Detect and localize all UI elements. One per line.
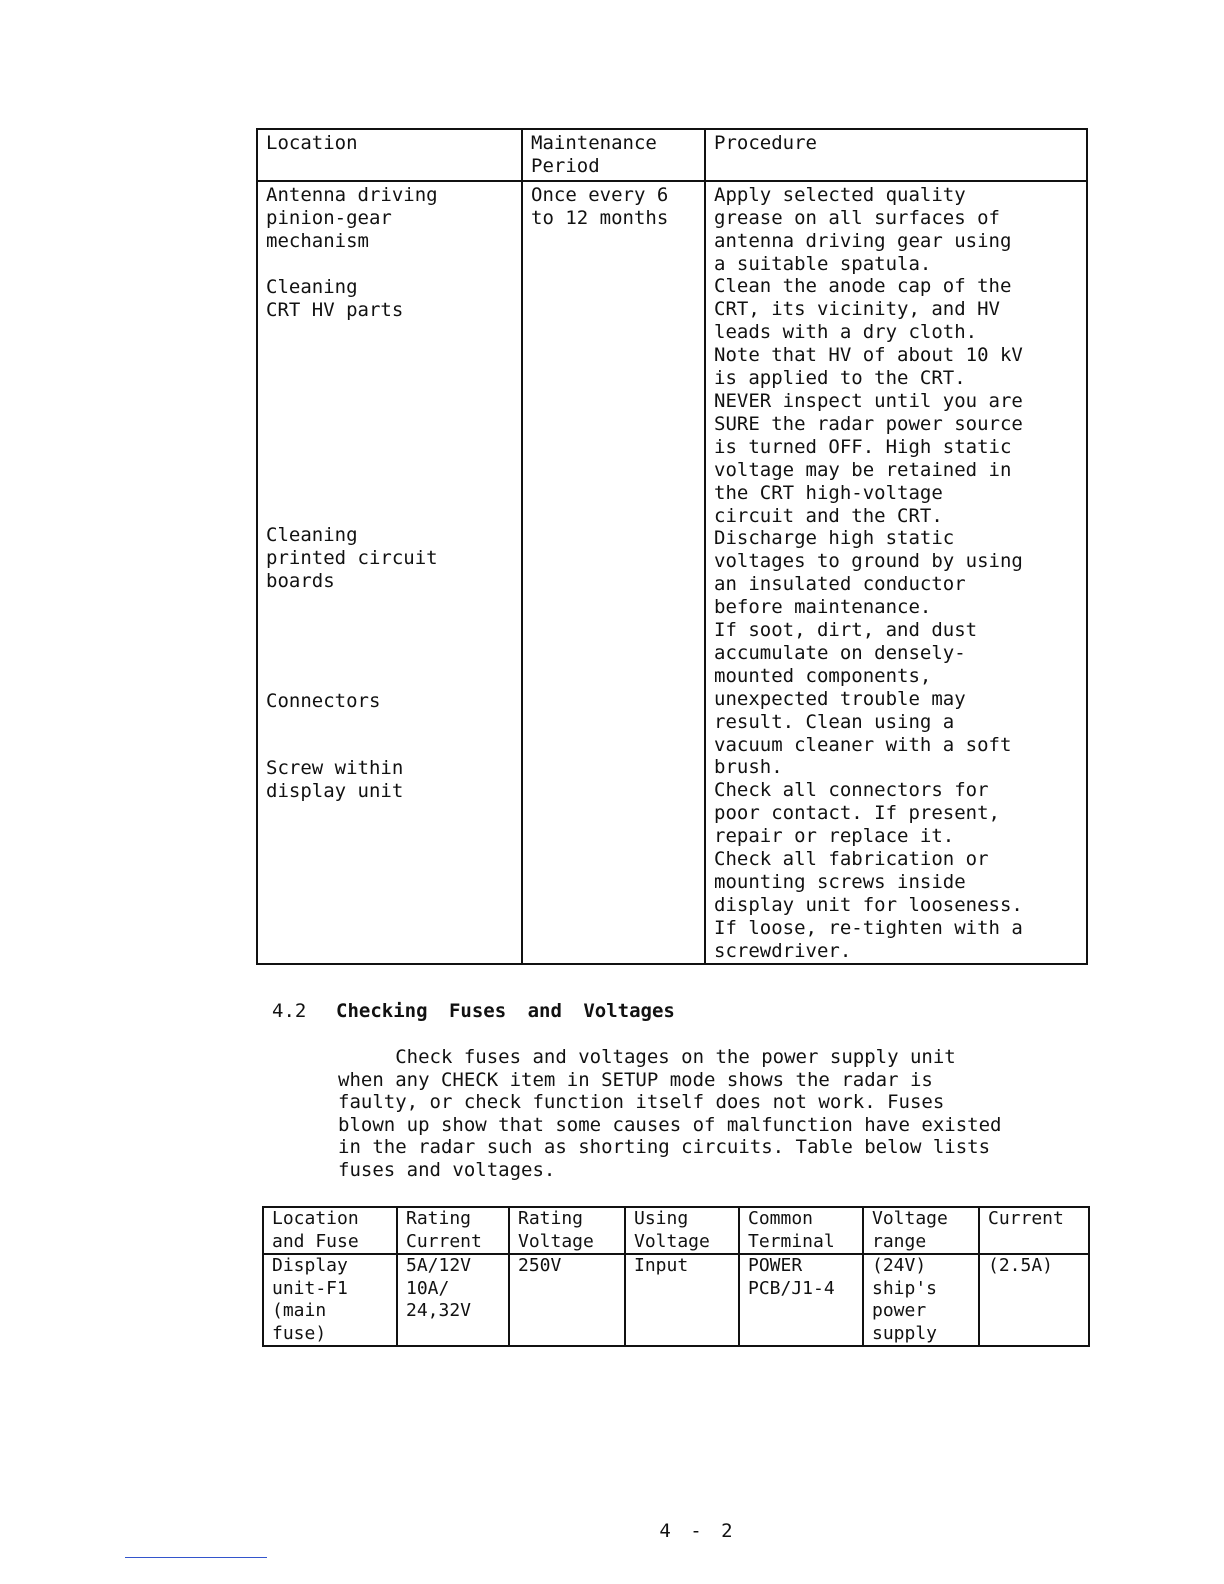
location-screw-display: Screw within display unit xyxy=(266,756,404,802)
procedure-line: NEVER inspect until you are xyxy=(714,389,1023,412)
paragraph-line: when any CHECK item in SETUP mode shows the radar is xyxy=(338,1068,933,1091)
procedure-line: antenna driving gear using xyxy=(714,229,1012,252)
procedure-line: repair or replace it. xyxy=(714,825,955,848)
procedure-line: mounting screws inside xyxy=(714,871,966,893)
procedure-line: is applied to the CRT. xyxy=(714,367,966,390)
fuse-header-row xyxy=(263,1207,1089,1254)
cell-using-voltage: Input xyxy=(625,1254,739,1346)
procedure-column xyxy=(705,181,1087,964)
procedure-line: voltage may be retained in xyxy=(714,458,1012,481)
paragraph-line: fuses and voltages. xyxy=(338,1158,556,1181)
procedure-line: the CRT high-voltage xyxy=(714,481,943,504)
section-number: 4.2 xyxy=(272,1000,307,1022)
paragraph-line: Check fuses and voltages on the power supply unit xyxy=(338,1046,956,1068)
maintenance-period: Once every 6 to 12 months xyxy=(522,181,705,964)
procedure-line: accumulate on densely- xyxy=(714,641,966,664)
procedure-line: display unit for looseness. xyxy=(714,893,1023,916)
header-location-and-fuse: Location and Fuse xyxy=(263,1207,397,1254)
header-current: Current xyxy=(979,1207,1089,1254)
paragraph-line: blown up show that some causes of malfunction have existed xyxy=(338,1113,1002,1136)
section-title: Checking Fuses and Voltages xyxy=(336,1000,675,1022)
procedure-line: Clean the anode cap of the xyxy=(714,275,1012,298)
maintenance-header-row xyxy=(257,129,1087,181)
procedure-line: Check all connectors for xyxy=(714,779,989,802)
header-location: Location xyxy=(257,129,522,181)
procedure-line: Check all fabrication or xyxy=(714,848,989,871)
location-connectors: Connectors xyxy=(266,689,381,712)
cell-current: (2.5A) xyxy=(979,1254,1089,1346)
procedure-line: Apply selected quality xyxy=(714,183,966,206)
procedure-line: result. Clean using a xyxy=(714,710,955,733)
procedure-line: leads with a dry cloth. xyxy=(714,321,978,344)
header-common-terminal: Common Terminal xyxy=(739,1207,863,1254)
procedure-line: screwdriver. xyxy=(714,939,852,962)
header-rating-current: Rating Current xyxy=(397,1207,509,1254)
location-antenna-driving: Antenna driving pinion-gear mechanism xyxy=(266,183,438,252)
procedure-line: before maintenance. xyxy=(714,596,932,619)
maintenance-table xyxy=(256,128,1088,965)
cell-rating-voltage: 250V xyxy=(509,1254,625,1346)
location-cleaning-crt: Cleaning CRT HV parts xyxy=(266,275,404,321)
procedure-line: Note that HV of about 10 kV xyxy=(714,344,1023,367)
procedure-line: a suitable spatula. xyxy=(714,252,932,275)
fuse-table xyxy=(262,1206,1090,1347)
procedure-line: voltages to ground by using xyxy=(714,550,1023,573)
procedure-line: mounted components, xyxy=(714,664,932,687)
maintenance-body-row xyxy=(257,181,1087,964)
procedure-line: SURE the radar power source xyxy=(714,412,1023,435)
procedure-line: grease on all surfaces of xyxy=(714,206,1000,229)
procedure-line: CRT, its vicinity, and HV xyxy=(714,298,1000,321)
procedure-line: If loose, re-tighten with a xyxy=(714,916,1023,939)
header-rating-voltage: Rating Voltage xyxy=(509,1207,625,1254)
section-heading xyxy=(272,1000,675,1022)
section-paragraph xyxy=(338,1046,1108,1182)
procedure-line: brush. xyxy=(714,756,783,779)
cell-voltage-range: (24V) ship's power supply xyxy=(863,1254,979,1346)
procedure-line: Discharge high static xyxy=(714,527,955,550)
page-number: 4 - 2 xyxy=(659,1520,733,1542)
location-cleaning-pcb: Cleaning printed circuit boards xyxy=(266,523,438,592)
paragraph-line: in the radar such as shorting circuits. Table below lists xyxy=(338,1136,991,1159)
cell-common-terminal: POWER PCB/J1-4 xyxy=(739,1254,863,1346)
procedure-line: circuit and the CRT. xyxy=(714,504,943,527)
procedure-line: an insulated conductor xyxy=(714,573,966,596)
header-maintenance-period: Maintenance Period xyxy=(522,129,705,181)
procedure-line: If soot, dirt, and dust xyxy=(714,619,978,642)
procedure-line: is turned OFF. High static xyxy=(714,435,1012,458)
procedure-line: vacuum cleaner with a soft xyxy=(714,733,1012,756)
cell-rating-current: 5A/12V 10A/ 24,32V xyxy=(397,1254,509,1346)
header-procedure: Procedure xyxy=(705,129,1087,181)
paragraph-line: faulty, or check function itself does not work. Fuses xyxy=(338,1091,945,1114)
fuse-row xyxy=(263,1254,1089,1346)
header-voltage-range: Voltage range xyxy=(863,1207,979,1254)
procedure-line: poor contact. If present, xyxy=(714,802,1000,825)
footer-rule xyxy=(125,1557,267,1558)
location-column xyxy=(257,181,522,964)
cell-location-and-fuse: Display unit-F1 (main fuse) xyxy=(263,1254,397,1346)
header-using-voltage: Using Voltage xyxy=(625,1207,739,1254)
procedure-line: unexpected trouble may xyxy=(714,687,966,710)
